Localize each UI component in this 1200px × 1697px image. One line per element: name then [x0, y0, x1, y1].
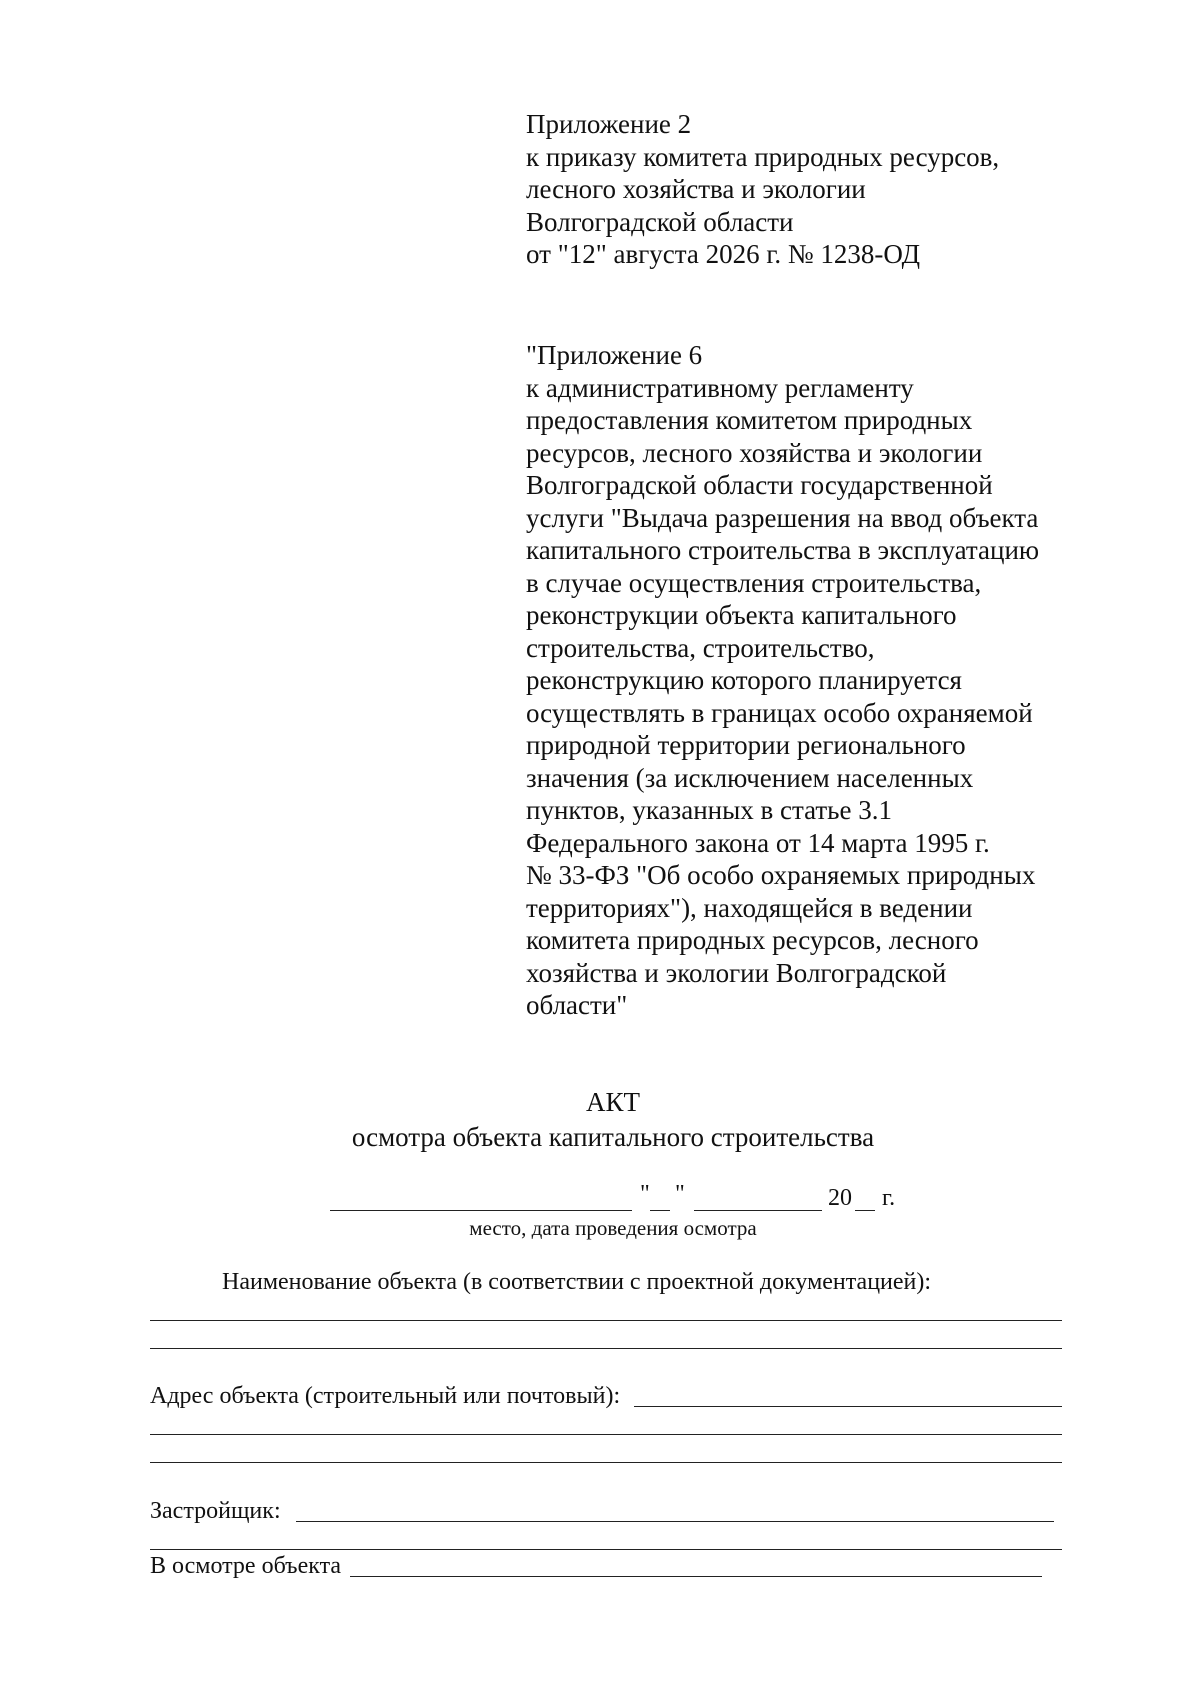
appendix-6-line: комитета природных ресурсов, лесного [526, 925, 979, 955]
appendix-2-line: от "12" августа 2026 г. № 1238-ОД [526, 239, 920, 269]
appendix-6-header [526, 339, 1039, 1022]
appendix-6-line: капитального строительства в эксплуатацию [526, 535, 1040, 565]
inspection-line[interactable] [350, 1576, 1042, 1577]
address-label: Адрес объекта (строительный или почтовый): [150, 1383, 621, 1409]
appendix-6-line: ресурсов, лесного хозяйства и экологии [526, 437, 983, 468]
appendix-6-line: к административному регламенту [526, 372, 914, 403]
appendix-6-line: реконструкцию которого планируется [526, 665, 962, 695]
appendix-2-header [526, 108, 999, 271]
appendix-6-line: № 33-ФЗ "Об особо охраняемых природных [526, 860, 1036, 890]
appendix-6-line: пунктов, указанных в статье 3.1 [526, 795, 892, 825]
object-name-line-2[interactable] [150, 1348, 1062, 1349]
appendix-6-line: природной территории регионального [526, 730, 966, 760]
date-caption: место, дата проведения осмотра [469, 1216, 757, 1240]
appendix-2-line: лесного хозяйства и экологии [526, 174, 866, 204]
appendix-6-line: значения (за исключением населенных [526, 762, 974, 793]
developer-line-2[interactable] [150, 1549, 1062, 1550]
year-prefix: 20 [828, 1185, 852, 1211]
appendix-6-line: области" [526, 990, 628, 1020]
address-line-2[interactable] [150, 1434, 1062, 1435]
place-blank-line[interactable] [330, 1210, 632, 1211]
appendix-6-line: предоставления комитетом природных [526, 405, 973, 435]
appendix-2-line: Волгоградской области [526, 206, 794, 237]
year-blank-line[interactable] [855, 1210, 875, 1211]
appendix-6-line: реконструкции объекта капитального [526, 600, 957, 630]
object-name-label: Наименование объекта (в соответствии с проектной документацией): [222, 1269, 932, 1295]
day-blank-line[interactable] [650, 1210, 670, 1211]
appendix-6-line: осуществлять в границах особо охраняемой [526, 697, 1033, 728]
month-blank-line[interactable] [694, 1210, 822, 1211]
appendix-6-line: Федерального закона от 14 марта 1995 г. [526, 827, 990, 858]
act-title: АКТ [586, 1087, 640, 1117]
appendix-6-line: услуги "Выдача разрешения на ввод объекта [526, 502, 1039, 533]
date-quote-close: " [675, 1181, 685, 1207]
address-line-1[interactable] [634, 1406, 1062, 1407]
developer-label: Застройщик: [150, 1498, 281, 1524]
act-subtitle: осмотра объекта капитального строительства [351, 1122, 875, 1152]
appendix-6-line: строительства, строительство, [526, 632, 875, 663]
appendix-6-line: "Приложение 6 [526, 340, 703, 370]
year-suffix: г. [882, 1185, 896, 1211]
appendix-6-line: хозяйства и экологии Волгоградской [526, 957, 947, 988]
date-quote-open: " [640, 1181, 650, 1207]
appendix-6-line: территориях"), находящейся в ведении [526, 892, 973, 923]
appendix-6-line: в случае осуществления строительства, [526, 567, 982, 598]
address-line-3[interactable] [150, 1462, 1062, 1463]
appendix-2-line: Приложение 2 [526, 109, 692, 139]
object-name-line-1[interactable] [150, 1320, 1062, 1321]
appendix-2-line: к приказу комитета природных ресурсов, [526, 141, 1000, 172]
appendix-6-line: Волгоградской области государственной [526, 470, 993, 500]
inspection-label: В осмотре объекта [150, 1553, 342, 1579]
developer-line-1[interactable] [296, 1521, 1054, 1522]
